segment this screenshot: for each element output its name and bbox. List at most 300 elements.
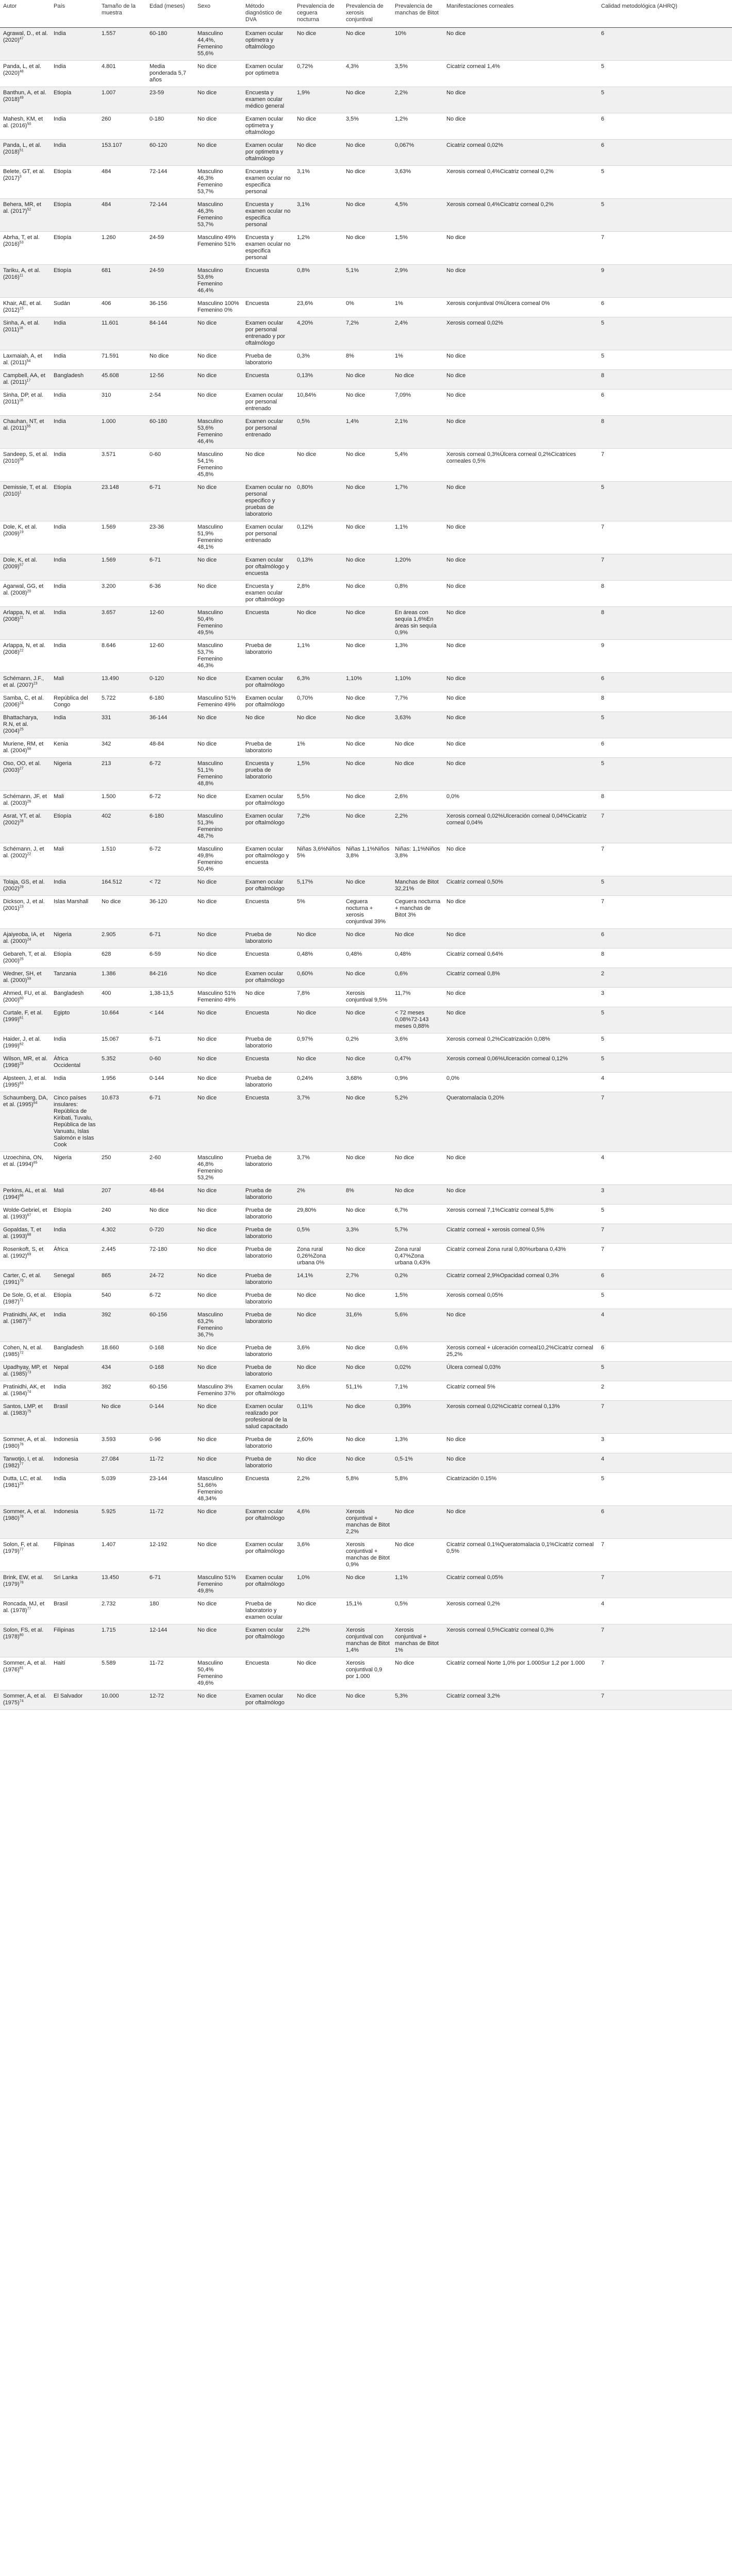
author-name: Demissie, T, et al. (2010)	[3, 484, 48, 497]
cell-pais: Brasil	[51, 1401, 98, 1434]
cell-sexo: No dice	[194, 1434, 242, 1453]
reference-number: 74	[19, 1699, 24, 1703]
cell-pais: Etiopía	[51, 265, 98, 298]
cell-sexo: No dice	[194, 1362, 242, 1381]
table-row	[0, 876, 732, 896]
cell-autor	[0, 350, 51, 370]
cell-pais: Bangladesh	[51, 988, 98, 1007]
cell-manchas-bitot: No dice	[392, 1539, 443, 1572]
author-name: Perkins, AL, et al. (1994)	[3, 1188, 47, 1200]
cell-tamano-muestra: 11.601	[98, 317, 146, 350]
cell-pais: África Occidental	[51, 1053, 98, 1073]
cell-edad: 84-216	[146, 968, 194, 988]
cell-pais: India	[51, 554, 98, 581]
table-row	[0, 317, 732, 350]
cell-manchas-bitot: 1%	[392, 298, 443, 317]
author-name: Dole, K, et al. (2009)	[3, 557, 38, 570]
cell-manifestaciones-corneales: Xerosis corneal 0,02%Cicatriz corneal 0,13%	[443, 1401, 598, 1434]
reference-number: 53	[19, 241, 24, 245]
cell-pais: El Salvador	[51, 1690, 98, 1710]
author-name: Sommer, A, et al. (1975)	[3, 1693, 46, 1706]
cell-sexo: Masculino 53,7% Femenino 46,3%	[194, 640, 242, 673]
table-row	[0, 640, 732, 673]
table-row	[0, 265, 732, 298]
table-row	[0, 1539, 732, 1572]
cell-tamano-muestra: 4.801	[98, 61, 146, 87]
cell-manchas-bitot: 5,8%	[392, 1473, 443, 1506]
cell-manifestaciones-corneales: Cicatriz corneal 0,05%	[443, 1572, 598, 1598]
table-row	[0, 482, 732, 521]
cell-metodo-diagnostico: Examen ocular por oftalmólogo	[242, 1381, 294, 1401]
cell-tamano-muestra: 3.200	[98, 581, 146, 607]
reference-number: 26	[27, 800, 31, 804]
cell-edad: 6-71	[146, 482, 194, 521]
cell-ceguera-nocturna: 14,1%	[294, 1270, 343, 1290]
author-name: Rosenkoft, S, et al. (1992)	[3, 1246, 44, 1259]
author-name: Sinha, DP, et al. (2011)	[3, 392, 44, 405]
cell-autor	[0, 810, 51, 843]
author-name: Uzoechina, ON, et al. (1994)	[3, 1155, 43, 1167]
cell-ceguera-nocturna: 1,5%	[294, 758, 343, 791]
cell-xerosis-conjuntival: 5,8%	[343, 1473, 392, 1506]
table-row	[0, 87, 732, 113]
table-row	[0, 791, 732, 810]
cell-sexo: No dice	[194, 712, 242, 738]
author-name: Oso, OO, et al. (2003)	[3, 760, 41, 773]
table-row	[0, 350, 732, 370]
cell-metodo-diagnostico: Examen ocular por oftalmólogo	[242, 1506, 294, 1539]
cell-metodo-diagnostico: Examen ocular por optimetra	[242, 61, 294, 87]
author-name: Upadhyay, MP, et al. (1985)	[3, 1364, 47, 1377]
author-name: Panda, L, et al. (2018)	[3, 142, 41, 155]
cell-ceguera-nocturna: No dice	[294, 1290, 343, 1309]
table-row	[0, 843, 732, 876]
cell-sexo: No dice	[194, 1244, 242, 1270]
cell-sexo: Masculino 46,3% Femenino 53,7%	[194, 199, 242, 232]
author-name: Khair, AE, et al. (2012)	[3, 300, 42, 313]
cell-manifestaciones-corneales: Xerosis corneal 0,3%Úlcera corneal 0,2%Cicatrices corneales 0,5%	[443, 449, 598, 482]
cell-calidad-metodologica: 9	[598, 265, 732, 298]
cell-calidad-metodologica: 5	[598, 1362, 732, 1381]
table-row	[0, 449, 732, 482]
cell-pais: India	[51, 61, 98, 87]
cell-edad: 48-84	[146, 1185, 194, 1205]
cell-calidad-metodologica: 5	[598, 758, 732, 791]
author-name: Banthun, A, et al. (2018)	[3, 90, 46, 103]
cell-calidad-metodologica: 5	[598, 61, 732, 87]
cell-metodo-diagnostico: Encuesta	[242, 1473, 294, 1506]
cell-xerosis-conjuntival: 8%	[343, 1185, 392, 1205]
cell-calidad-metodologica: 5	[598, 876, 732, 896]
cell-edad: < 144	[146, 1007, 194, 1033]
cell-ceguera-nocturna: No dice	[294, 1598, 343, 1624]
cell-xerosis-conjuntival: No dice	[343, 521, 392, 554]
cell-manifestaciones-corneales: No dice	[443, 1506, 598, 1539]
table-row	[0, 1290, 732, 1309]
author-name: Panda, L, et al. (2020)	[3, 63, 41, 76]
cell-autor	[0, 1598, 51, 1624]
cell-manifestaciones-corneales: No dice	[443, 265, 598, 298]
cell-autor	[0, 232, 51, 265]
cell-manifestaciones-corneales: Xerosis corneal 0,02%	[443, 317, 598, 350]
cell-pais: Nigeria	[51, 929, 98, 948]
cell-metodo-diagnostico: Encuesta	[242, 1053, 294, 1073]
cell-tamano-muestra: 1.500	[98, 791, 146, 810]
cell-tamano-muestra: 1.007	[98, 87, 146, 113]
author-name: Laxmaiah, A, et al. (2011)	[3, 353, 42, 366]
cell-autor	[0, 28, 51, 61]
table-row	[0, 1362, 732, 1381]
cell-sexo: No dice	[194, 1073, 242, 1092]
table-row	[0, 1152, 732, 1185]
reference-number: 22	[19, 649, 24, 653]
cell-sexo: No dice	[194, 1007, 242, 1033]
cell-tamano-muestra: 3.571	[98, 449, 146, 482]
cell-ceguera-nocturna: 0,13%	[294, 370, 343, 389]
cell-calidad-metodologica: 7	[598, 1657, 732, 1690]
author-name: Solon, FS, et al. (1978)	[3, 1627, 44, 1640]
cell-calidad-metodologica: 4	[598, 1073, 732, 1092]
cell-pais: India	[51, 389, 98, 416]
reference-number: 63	[19, 1081, 24, 1086]
cell-pais: India	[51, 1473, 98, 1506]
cell-autor	[0, 298, 51, 317]
cell-ceguera-nocturna: 29,80%	[294, 1205, 343, 1224]
cell-pais: Haití	[51, 1657, 98, 1690]
cell-metodo-diagnostico: Encuesta	[242, 1092, 294, 1152]
cell-autor	[0, 712, 51, 738]
cell-metodo-diagnostico: Prueba de laboratorio	[242, 1453, 294, 1473]
cell-autor	[0, 1401, 51, 1434]
cell-calidad-metodologica: 5	[598, 350, 732, 370]
cell-ceguera-nocturna: 0,11%	[294, 1401, 343, 1434]
cell-manifestaciones-corneales: No dice	[443, 113, 598, 140]
cell-tamano-muestra: 71.591	[98, 350, 146, 370]
cell-xerosis-conjuntival: 15,1%	[343, 1598, 392, 1624]
reference-number: 18	[19, 398, 23, 402]
cell-pais: India	[51, 1381, 98, 1401]
cell-autor	[0, 1572, 51, 1598]
cell-calidad-metodologica: 8	[598, 581, 732, 607]
cell-tamano-muestra: 5.352	[98, 1053, 146, 1073]
cell-calidad-metodologica: 6	[598, 389, 732, 416]
cell-ceguera-nocturna: 0,24%	[294, 1073, 343, 1092]
cell-manifestaciones-corneales: Cicatrización 0.15%	[443, 1473, 598, 1506]
cell-ceguera-nocturna: 1,9%	[294, 87, 343, 113]
cell-manchas-bitot: No dice	[392, 1152, 443, 1185]
cell-xerosis-conjuntival: 2,7%	[343, 1270, 392, 1290]
cell-tamano-muestra: 681	[98, 265, 146, 298]
table-row	[0, 1270, 732, 1290]
cell-xerosis-conjuntival: Ceguera nocturna + xerosis conjuntival 39%	[343, 896, 392, 929]
cell-edad: 48-84	[146, 738, 194, 758]
cell-edad: < 72	[146, 876, 194, 896]
cell-autor	[0, 1073, 51, 1092]
reference-number: 52	[27, 208, 31, 212]
reference-number: 60	[19, 996, 24, 1001]
table-row	[0, 1434, 732, 1453]
cell-ceguera-nocturna: 7,8%	[294, 988, 343, 1007]
cell-edad: 11-72	[146, 1657, 194, 1690]
table-row	[0, 896, 732, 929]
author-name: Muriene, RM, et al. (2004)	[3, 741, 44, 754]
cell-ceguera-nocturna: 3,1%	[294, 199, 343, 232]
cell-manifestaciones-corneales: Cicatriz corneal 0,02%	[443, 140, 598, 166]
cell-xerosis-conjuntival: No dice	[343, 712, 392, 738]
cell-sexo: No dice	[194, 948, 242, 968]
author-name: Bhattacharya, R.N, et al. (2004)	[3, 715, 38, 734]
cell-sexo: Masculino 51,9% Femenino 48,1%	[194, 521, 242, 554]
cell-metodo-diagnostico: Prueba de laboratorio	[242, 1185, 294, 1205]
cell-calidad-metodologica: 6	[598, 673, 732, 692]
reference-number: 24	[27, 938, 31, 942]
cell-metodo-diagnostico: Examen ocular por personal entrenado	[242, 521, 294, 554]
cell-manchas-bitot: Xerosis conjuntival + manchas de Bitot 1%	[392, 1624, 443, 1657]
cell-pais: India	[51, 449, 98, 482]
table-row	[0, 929, 732, 948]
cell-calidad-metodologica: 6	[598, 1506, 732, 1539]
cell-metodo-diagnostico: Encuesta y examen ocular no especifica personal	[242, 166, 294, 199]
cell-manchas-bitot: 0,02%	[392, 1362, 443, 1381]
cell-manifestaciones-corneales: No dice	[443, 416, 598, 449]
cell-pais: India	[51, 350, 98, 370]
cell-autor	[0, 1381, 51, 1401]
cell-autor	[0, 929, 51, 948]
author-name: Samba, C, et al. (2006)	[3, 695, 44, 708]
reference-number: 16	[19, 326, 23, 330]
cell-edad: 180	[146, 1598, 194, 1624]
cell-metodo-diagnostico: Examen ocular por oftalmólogo	[242, 876, 294, 896]
cell-xerosis-conjuntival: Xerosis conjuntival con manchas de Bitot 1,4%	[343, 1624, 392, 1657]
table-row	[0, 673, 732, 692]
cell-edad: 12-60	[146, 607, 194, 640]
reference-number: 28	[19, 819, 24, 823]
table-row	[0, 1572, 732, 1598]
cell-tamano-muestra: 3.657	[98, 607, 146, 640]
cell-edad: 0-180	[146, 113, 194, 140]
cell-ceguera-nocturna: 0,70%	[294, 692, 343, 712]
cell-tamano-muestra: 213	[98, 758, 146, 791]
cell-manifestaciones-corneales: No dice	[443, 1309, 598, 1342]
cell-manifestaciones-corneales: Cicatriz corneal 0,8%	[443, 968, 598, 988]
cell-metodo-diagnostico: Prueba de laboratorio	[242, 1434, 294, 1453]
cell-metodo-diagnostico: Prueba de laboratorio	[242, 738, 294, 758]
cell-edad: 0-168	[146, 1362, 194, 1381]
cell-sexo: Masculino 51,66% Femenino 48,34%	[194, 1473, 242, 1506]
reference-number: 20	[27, 589, 31, 594]
cell-calidad-metodologica: 9	[598, 640, 732, 673]
cell-sexo: No dice	[194, 791, 242, 810]
cell-manchas-bitot: 11,7%	[392, 988, 443, 1007]
cell-calidad-metodologica: 3	[598, 1434, 732, 1453]
cell-calidad-metodologica: 5	[598, 199, 732, 232]
reference-number: 56	[19, 457, 24, 462]
cell-pais: India	[51, 1309, 98, 1342]
reference-number: 17	[26, 379, 31, 383]
cell-manifestaciones-corneales: Cicatriz corneal 5%	[443, 1381, 598, 1401]
table-row	[0, 166, 732, 199]
cell-sexo: No dice	[194, 1092, 242, 1152]
cell-manifestaciones-corneales: Cicatriz corneal 2,9%Opacidad corneal 0,3%	[443, 1270, 598, 1290]
cell-edad: 6-71	[146, 1033, 194, 1053]
cell-metodo-diagnostico: Examen ocular por oftalmólogo	[242, 810, 294, 843]
table-row	[0, 758, 732, 791]
cell-manifestaciones-corneales: No dice	[443, 640, 598, 673]
cell-pais: Indonesia	[51, 1506, 98, 1539]
cell-tamano-muestra: 5.722	[98, 692, 146, 712]
cell-calidad-metodologica: 6	[598, 298, 732, 317]
cell-xerosis-conjuntival: No dice	[343, 810, 392, 843]
cell-manchas-bitot: 2,9%	[392, 265, 443, 298]
reference-number: 19	[19, 530, 24, 534]
author-name: Abrha, T, et al. (2016)	[3, 234, 40, 247]
cell-xerosis-conjuntival: 31,6%	[343, 1309, 392, 1342]
table-row	[0, 1007, 732, 1033]
cell-xerosis-conjuntival: 1,4%	[343, 416, 392, 449]
cell-manchas-bitot: 0,9%	[392, 1073, 443, 1092]
cell-edad: 24-59	[146, 265, 194, 298]
cell-manifestaciones-corneales: Xerosis corneal 0,06%Ulceración corneal 0,12%	[443, 1053, 598, 1073]
cell-pais: Etiopía	[51, 166, 98, 199]
cell-edad: 0-96	[146, 1434, 194, 1453]
cell-calidad-metodologica: 7	[598, 1244, 732, 1270]
cell-sexo: No dice	[194, 896, 242, 929]
cell-manchas-bitot: 0,5-1%	[392, 1453, 443, 1473]
reference-number: 61	[19, 1016, 24, 1020]
cell-manifestaciones-corneales: No dice	[443, 1007, 598, 1033]
cell-manifestaciones-corneales: No dice	[443, 521, 598, 554]
col-header-edad: Edad (meses)	[146, 0, 194, 28]
cell-manchas-bitot: No dice	[392, 929, 443, 948]
cell-pais: India	[51, 640, 98, 673]
cell-tamano-muestra: 8.646	[98, 640, 146, 673]
cell-metodo-diagnostico: Prueba de laboratorio	[242, 1033, 294, 1053]
table-row	[0, 1381, 732, 1401]
cell-edad: 36-120	[146, 896, 194, 929]
cell-tamano-muestra: 342	[98, 738, 146, 758]
author-name: Roncada, MJ, et al. (1978)	[3, 1601, 45, 1614]
cell-ceguera-nocturna: 5,17%	[294, 876, 343, 896]
cell-ceguera-nocturna: 3,7%	[294, 1152, 343, 1185]
table-row	[0, 1401, 732, 1434]
cell-sexo: No dice	[194, 1205, 242, 1224]
reference-number: 15	[19, 307, 24, 311]
reference-number: 68	[27, 1233, 31, 1237]
cell-manifestaciones-corneales: Xerosis corneal 0,4%Cicatriz corneal 0,2%	[443, 199, 598, 232]
cell-tamano-muestra: 310	[98, 389, 146, 416]
cell-autor	[0, 1270, 51, 1290]
cell-sexo: No dice	[194, 1598, 242, 1624]
reference-number: 1	[19, 490, 22, 495]
cell-manifestaciones-corneales: Cicatriz corneal 0,50%	[443, 876, 598, 896]
cell-autor	[0, 449, 51, 482]
cell-ceguera-nocturna: 0,60%	[294, 968, 343, 988]
cell-calidad-metodologica: 3	[598, 988, 732, 1007]
cell-manchas-bitot: 3,63%	[392, 166, 443, 199]
cell-edad: 11-72	[146, 1453, 194, 1473]
cell-sexo: No dice	[194, 87, 242, 113]
cell-edad: Media ponderada 5,7 años	[146, 61, 194, 87]
table-header-row	[0, 0, 732, 28]
reference-number: 70	[19, 1279, 24, 1283]
cell-xerosis-conjuntival: No dice	[343, 1453, 392, 1473]
cell-edad: 2-54	[146, 389, 194, 416]
cell-edad: 24-72	[146, 1270, 194, 1290]
cell-pais: África	[51, 1244, 98, 1270]
cell-edad: 2-60	[146, 1152, 194, 1185]
cell-manifestaciones-corneales: No dice	[443, 1453, 598, 1473]
cell-manchas-bitot: 10%	[392, 28, 443, 61]
cell-autor	[0, 199, 51, 232]
cell-metodo-diagnostico: Encuesta y examen ocular médico general	[242, 87, 294, 113]
cell-pais: Etiopía	[51, 87, 98, 113]
cell-manifestaciones-corneales: No dice	[443, 370, 598, 389]
table-row	[0, 232, 732, 265]
cell-sexo: No dice	[194, 350, 242, 370]
cell-tamano-muestra: 10.664	[98, 1007, 146, 1033]
cell-metodo-diagnostico: Examen ocular por optimetra y oftalmólogo	[242, 140, 294, 166]
cell-autor	[0, 61, 51, 87]
cell-manchas-bitot: 1,5%	[392, 1290, 443, 1309]
cell-xerosis-conjuntival: 4,3%	[343, 61, 392, 87]
cell-tamano-muestra: 15.067	[98, 1033, 146, 1053]
cell-manchas-bitot: 4,5%	[392, 199, 443, 232]
cell-pais: Etiopía	[51, 199, 98, 232]
col-header-manchas-bitot: Prevalencia de manchas de Bitot	[392, 0, 443, 28]
cell-edad: 11-72	[146, 1506, 194, 1539]
cell-ceguera-nocturna: No dice	[294, 712, 343, 738]
cell-manchas-bitot: No dice	[392, 370, 443, 389]
cell-metodo-diagnostico: Examen ocular por oftalmólogo	[242, 1690, 294, 1710]
cell-xerosis-conjuntival: No dice	[343, 1401, 392, 1434]
author-name: Tarwotjo, I, et al. (1982)	[3, 1456, 45, 1469]
col-header-metodo-diagnostico: Método diagnóstico de DVA	[242, 0, 294, 28]
cell-metodo-diagnostico: Examen ocular por oftalmólogo	[242, 1539, 294, 1572]
cell-manchas-bitot: 1,1%	[392, 521, 443, 554]
reference-number: 74	[27, 1390, 31, 1394]
table-row	[0, 607, 732, 640]
cell-sexo: No dice	[194, 1401, 242, 1434]
cell-xerosis-conjuntival: Xerosis conjuntival 9,5%	[343, 988, 392, 1007]
cell-autor	[0, 370, 51, 389]
cell-metodo-diagnostico: Encuesta y prueba de laboratorio	[242, 758, 294, 791]
cell-ceguera-nocturna: 1,1%	[294, 640, 343, 673]
table-row	[0, 1598, 732, 1624]
cell-tamano-muestra: 484	[98, 166, 146, 199]
cell-autor	[0, 1506, 51, 1539]
cell-manchas-bitot: 0,5%	[392, 1598, 443, 1624]
author-name: Schaumberg, DA, et al. (1995)	[3, 1095, 48, 1108]
cell-manchas-bitot: Zona rural 0,47%Zona urbana 0,43%	[392, 1244, 443, 1270]
cell-sexo: No dice	[194, 1453, 242, 1473]
reference-number: 25	[19, 957, 24, 961]
cell-xerosis-conjuntival: Xerosis conjuntival 0,9 por 1.000	[343, 1657, 392, 1690]
cell-manifestaciones-corneales: No dice	[443, 896, 598, 929]
cell-metodo-diagnostico: Prueba de laboratorio	[242, 1342, 294, 1362]
cell-tamano-muestra: 406	[98, 298, 146, 317]
cell-tamano-muestra: 2.445	[98, 1244, 146, 1270]
cell-manifestaciones-corneales: Xerosis corneal 0,05%	[443, 1290, 598, 1309]
cell-tamano-muestra: 1.510	[98, 843, 146, 876]
table-row	[0, 1657, 732, 1690]
cell-manifestaciones-corneales: No dice	[443, 232, 598, 265]
reference-number: 50	[27, 122, 31, 126]
cell-manifestaciones-corneales: No dice	[443, 554, 598, 581]
cell-xerosis-conjuntival: No dice	[343, 640, 392, 673]
cell-sexo: No dice	[194, 370, 242, 389]
cell-pais: Etiopía	[51, 948, 98, 968]
cell-calidad-metodologica: 4	[598, 1598, 732, 1624]
